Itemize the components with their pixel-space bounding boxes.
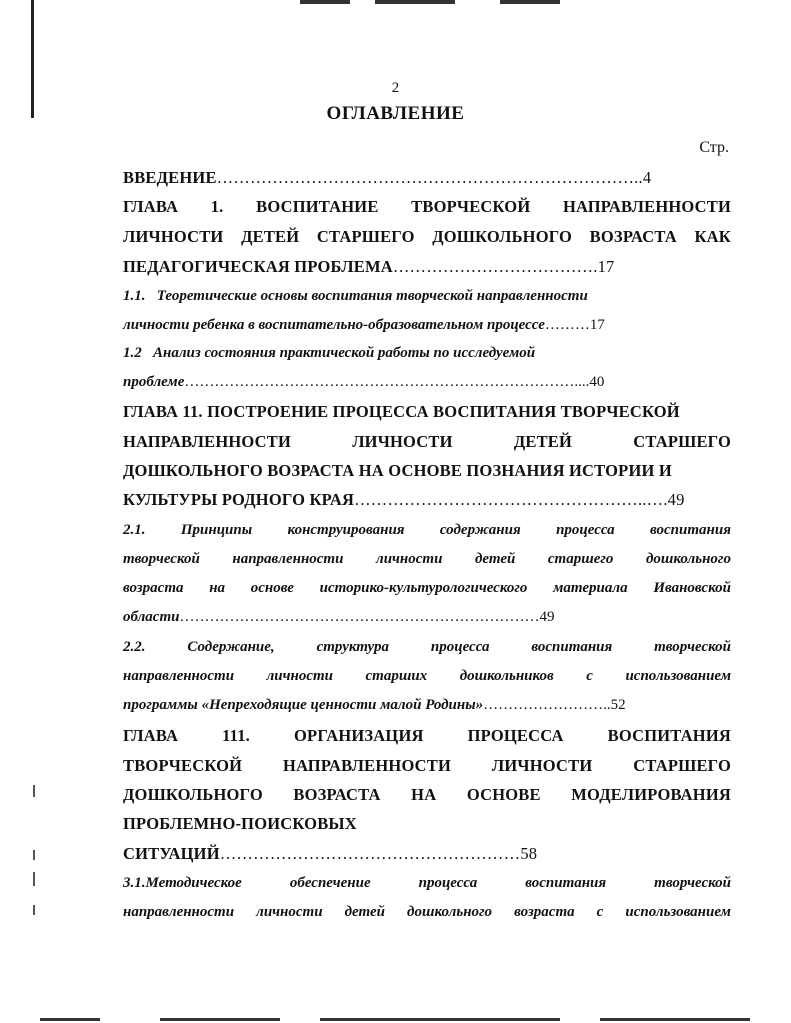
toc-word: детей [474,551,516,567]
toc-section-1-1-line[interactable] [123,289,731,304]
toc-leader: …………………….. [483,697,611,713]
toc-chapter-2-line[interactable] [123,492,731,509]
toc-word: ВОСПИТАНИЕ [256,197,379,216]
page-column-label: Стр. [699,139,729,156]
toc-section-2-2-line[interactable] [123,669,731,684]
toc-section-2-1-line[interactable] [123,610,731,625]
toc-word: конструирования [287,522,405,538]
toc-word: ВОСПИТАНИЯ [607,726,731,745]
toc-chapter-3-line[interactable] [123,787,731,804]
toc-entry-title: КУЛЬТУРЫ РОДНОГО КРАЯ [123,490,355,509]
toc-word: личности [266,668,333,684]
toc-word: возраста [123,580,184,596]
toc-word: дошкольного [645,551,731,567]
toc-word: направленности [123,668,235,684]
toc-word: возраста [514,904,575,920]
toc-chapter-3-line[interactable] [123,758,731,775]
toc-word: ЛИЧНОСТИ [123,227,224,246]
scan-artifact-margin [33,785,35,797]
toc-word: ДЕТЕЙ [241,227,300,246]
scan-artifact-top [500,0,560,4]
scan-artifact-bottom [40,1018,100,1021]
toc-page-number: 40 [589,374,605,390]
toc-word: Принципы [180,522,253,538]
scan-artifact-margin [33,905,35,915]
toc-word: личности [376,551,443,567]
toc-entry-title: 1.2 Анализ состояния практической работы по исследуемой [123,345,536,361]
toc-leader: ……………………………………………………………… [179,609,540,625]
toc-word: использованием [625,668,731,684]
toc-page-number: 17 [589,317,605,333]
toc-word: МОДЕЛИРОВАНИЯ [571,785,731,804]
toc-leader: ………………………………. [392,257,598,276]
toc-word: процесса [430,639,490,655]
toc-word: 1. [210,197,224,216]
toc-entry-title: ДОШКОЛЬНОГО ВОЗРАСТА НА ОСНОВЕ ПОЗНАНИЯ ИСТОРИИ И [123,461,672,480]
toc-word: 2.2. [123,639,146,655]
toc-word: ТВОРЧЕСКОЙ [411,197,531,216]
toc-word: дошкольников [459,668,554,684]
toc-leader: ……… [544,317,590,333]
toc-word: ТВОРЧЕСКОЙ [123,756,243,775]
toc-entry-title: СИТУАЦИЙ [123,844,220,863]
scan-artifact-top [300,0,350,4]
toc-word: ДОШКОЛЬНОГО [123,785,263,804]
toc-word: воспитания [525,875,607,891]
toc-entry-title: области [123,609,180,625]
toc-section-2-1-line[interactable] [123,552,731,567]
toc-word: 3.1.Методическое [123,875,242,891]
toc-word: основе [250,580,294,596]
toc-word: ДЕТЕЙ [513,432,573,451]
toc-section-2-1-line[interactable] [123,581,731,596]
toc-word: процесса [556,522,615,538]
toc-word: 111. [222,726,250,745]
toc-word: использованием [625,904,731,920]
toc-word: творческой [654,875,731,891]
toc-entry-title: 1.1. Теоретические основы воспитания творческой направленности [123,288,588,304]
toc-leader: ……………………………………………… [219,844,521,863]
toc-chapter-1-line[interactable] [123,229,731,246]
toc-entry-title: программы «Непреходящие ценности малой Родины» [123,697,484,713]
toc-word: КАК [694,227,731,246]
toc-word: НАПРАВЛЕННОСТИ [123,432,291,451]
toc-entry-intro[interactable] [123,170,731,187]
toc-page-number: 17 [597,257,615,276]
toc-word: направленности [123,904,235,920]
toc-leader: ………………………………………………………………….. [216,168,643,187]
toc-entry-title: ПРОБЛЕМНО-ПОИСКОВЫХ [123,814,357,833]
toc-word: структура [316,639,390,655]
toc-word: детей [344,904,385,920]
toc-section-3-1-line[interactable] [123,876,731,891]
toc-word: ЛИЧНОСТИ [491,756,593,775]
toc-section-1-2-line[interactable] [123,346,731,361]
toc-chapter-1-line[interactable] [123,259,731,276]
toc-word: НАПРАВЛЕННОСТИ [562,197,731,216]
toc-word: ДОШКОЛЬНОГО [432,227,573,246]
toc-chapter-1-line[interactable] [123,199,731,216]
toc-word: материала [553,580,628,596]
toc-section-2-1-line[interactable] [123,523,731,538]
scan-artifact-bottom [160,1018,280,1021]
toc-section-3-1-line[interactable] [123,905,731,920]
toc-page-number: 49 [667,490,685,509]
toc-word: процесса [418,875,478,891]
toc-word: ЛИЧНОСТИ [352,432,453,451]
toc-word: с [596,904,604,920]
toc-word: на [209,580,226,596]
page-title: ОГЛАВЛЕНИЕ [326,103,465,124]
toc-word: дошкольного [407,904,493,920]
toc-word: воспитания [531,639,613,655]
toc-entry-title: ГЛАВА 11. ПОСТРОЕНИЕ ПРОЦЕССА ВОСПИТАНИЯ ТВОРЧЕСКОЙ [123,402,680,421]
toc-word: творческой [123,551,200,567]
toc-entry-title: ВВЕДЕНИЕ [123,168,217,187]
toc-word: ВОЗРАСТА [293,785,381,804]
toc-word: ВОЗРАСТА [589,227,677,246]
toc-word: ГЛАВА [123,726,179,745]
toc-page-number: 4 [642,168,652,187]
toc-word: ГЛАВА [123,197,179,216]
toc-word: воспитания [650,522,731,538]
toc-entry-title: проблеме [123,374,185,390]
toc-page-number: 49 [539,609,555,625]
scan-artifact-margin [33,850,35,860]
toc-word: НА [411,785,437,804]
toc-word: личности [256,904,323,920]
scan-artifact-bottom [320,1018,560,1021]
toc-page-number: 58 [520,844,538,863]
toc-section-1-1-line[interactable] [123,318,731,333]
scan-edge-left [31,0,34,118]
toc-chapter-3-line[interactable] [123,728,731,745]
toc-word: содержания [439,522,521,538]
toc-word: старшего [547,551,614,567]
toc-word: Содержание, [187,639,275,655]
toc-section-2-2-line[interactable] [123,640,731,655]
toc-word: НАПРАВЛЕННОСТИ [283,756,452,775]
toc-word: ОРГАНИЗАЦИЯ [294,726,424,745]
toc-word: направленности [232,551,344,567]
toc-word: СТАРШЕГО [633,756,731,775]
toc-entry-title: личности ребенка в воспитательно-образовательном процессе [123,317,545,333]
toc-word: ПРОЦЕССА [467,726,564,745]
toc-leader: …………………………………………………………………….... [184,374,590,390]
toc-chapter-2-line[interactable] [123,463,731,480]
toc-word: ОСНОВЕ [466,785,541,804]
toc-chapter-3-line[interactable] [123,816,731,833]
toc-chapter-2-line[interactable] [123,404,731,421]
scan-artifact-margin [33,872,35,886]
scan-artifact-bottom [600,1018,750,1021]
toc-word: творческой [654,639,731,655]
toc-chapter-2-line[interactable] [123,434,731,451]
toc-section-2-2-line[interactable] [123,698,731,713]
toc-page-number: 52 [610,697,626,713]
toc-word: Ивановской [653,580,731,596]
page-number: 2 [391,80,400,96]
toc-entry-title: ПЕДАГОГИЧЕСКАЯ ПРОБЛЕМА [123,257,393,276]
scan-artifact-top [375,0,455,4]
toc-word: старших [365,668,428,684]
toc-word: 2.1. [123,522,146,538]
toc-leader: ……………………………………………..…. [354,490,668,509]
toc-section-1-2-line[interactable] [123,375,731,390]
toc-chapter-3-line[interactable] [123,846,731,863]
toc-word: СТАРШЕГО [633,432,731,451]
toc-word: СТАРШЕГО [316,227,415,246]
toc-word: с [586,668,593,684]
toc-word: историко-культурологического [319,580,528,596]
toc-word: обеспечение [289,875,371,891]
